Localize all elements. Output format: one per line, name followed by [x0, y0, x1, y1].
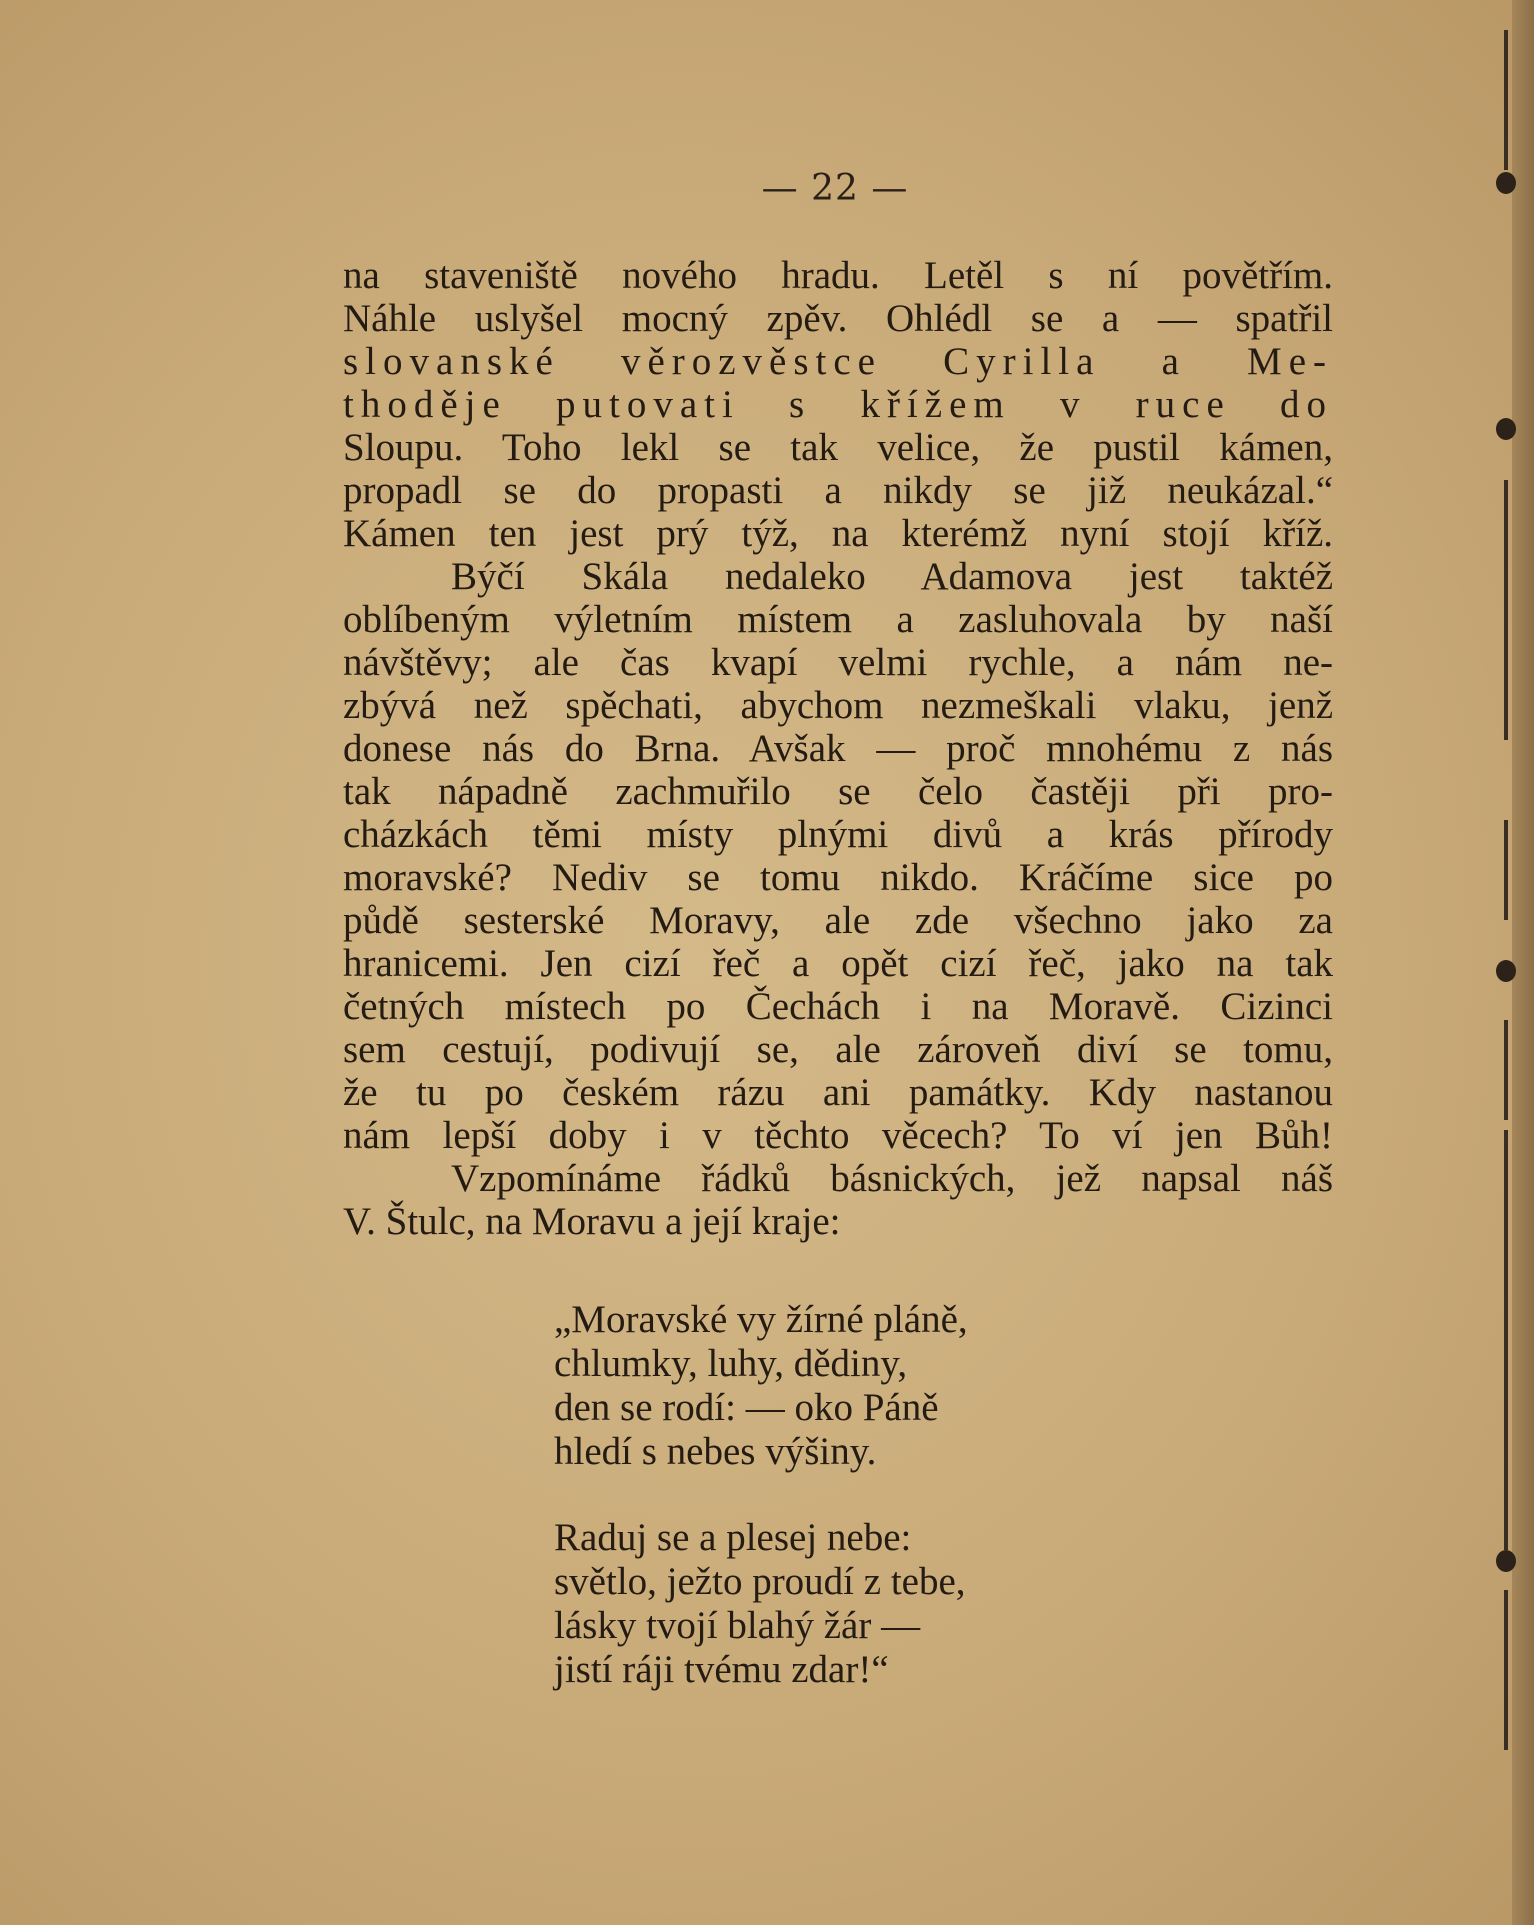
page-edge — [1512, 0, 1534, 1925]
poem-line: Raduj se a plesej nebe: — [554, 1516, 912, 1559]
text-line: cházkách těmi místy plnými divů a krás přírody — [343, 813, 1333, 856]
poem-line: lásky tvojí blahý žár — — [554, 1604, 921, 1647]
binding-stain — [1496, 418, 1516, 440]
binding-mark — [1504, 1130, 1508, 1550]
text-line: Vzpomínáme řádků básnických, jež napsal náš — [451, 1157, 1333, 1200]
poem-line: „Moravské vy žírné pláně, — [554, 1298, 968, 1341]
text-line: na staveniště nového hradu. Letěl s ní povětřím. — [343, 254, 1333, 297]
text-line: propadl se do propasti a nikdy se již neukázal.“ — [343, 469, 1333, 512]
poem-line: světlo, ježto proudí z tebe, — [554, 1560, 966, 1603]
poem-line: hledí s nebes výšiny. — [554, 1430, 877, 1473]
text-line: nám lepší doby i v těchto věcech? To ví jen Bůh! — [343, 1114, 1333, 1157]
text-line: návštěvy; ale čas kvapí velmi rychle, a nám ne- — [343, 641, 1333, 684]
binding-stain — [1496, 172, 1516, 194]
text-line: že tu po českém rázu ani památky. Kdy nastanou — [343, 1071, 1333, 1114]
poem-line: den se rodí: — oko Páně — [554, 1386, 939, 1429]
text-line: slovanské věrozvěstce Cyrilla a Me- — [343, 340, 1333, 383]
binding-stain — [1496, 960, 1516, 982]
binding-mark — [1504, 1590, 1508, 1750]
text-line: zbývá než spěchati, abychom nezmeškali vlaku, jenž — [343, 684, 1333, 727]
poem — [554, 1298, 1174, 1692]
binding-stain — [1496, 1550, 1516, 1572]
text-line: Sloupu. Toho lekl se tak velice, že pustil kámen, — [343, 426, 1333, 469]
binding-mark — [1504, 30, 1508, 170]
text-line: půdě sesterské Moravy, ale zde všechno jako za — [343, 899, 1333, 942]
text-line: tak nápadně zachmuřilo se čelo častěji při pro- — [343, 770, 1333, 813]
page-number: — 22 — — [761, 168, 909, 209]
text-line: Kámen ten jest prý týž, na kterémž nyní stojí kříž. — [343, 512, 1333, 555]
poem-line: chlumky, luhy, dědiny, — [554, 1342, 908, 1385]
poem-line: jistí ráji tvému zdar!“ — [554, 1648, 889, 1691]
text-line: hranicemi. Jen cizí řeč a opět cizí řeč, jako na tak — [343, 942, 1333, 985]
text-line: V. Štulc, na Moravu a její kraje: — [343, 1200, 841, 1243]
binding-mark — [1504, 820, 1508, 920]
text-line: donese nás do Brna. Avšak — proč mnohému z nás — [343, 727, 1333, 770]
text-line: thoděje putovati s křížem v ruce do — [343, 383, 1333, 426]
text-line: Náhle uslyšel mocný zpěv. Ohlédl se a — spatřil — [343, 297, 1333, 340]
text-line: Býčí Skála nedaleko Adamova jest taktéž — [451, 555, 1333, 598]
binding-mark — [1504, 1020, 1508, 1120]
text-line: četných místech po Čechách i na Moravě. Cizinci — [343, 985, 1333, 1028]
stanza-gap — [554, 1474, 1174, 1516]
text-line: moravské? Nediv se tomu nikdo. Kráčíme sice po — [343, 856, 1333, 899]
text-line: sem cestují, podivují se, ale zároveň diví se tomu, — [343, 1028, 1333, 1071]
binding-mark — [1504, 480, 1508, 740]
body-text — [343, 254, 1333, 1243]
text-line: oblíbeným výletním místem a zasluhovala by naší — [343, 598, 1333, 641]
